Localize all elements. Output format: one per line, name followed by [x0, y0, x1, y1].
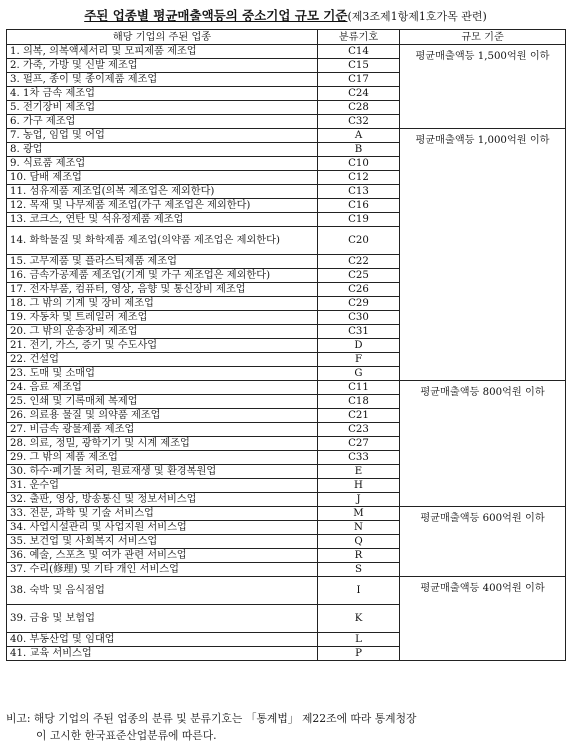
industry-name: 3. 펄프, 종이 및 종이제품 제조업 [7, 73, 318, 87]
industry-name: 25. 인쇄 및 기록매체 복제업 [7, 395, 318, 409]
industry-code: C12 [318, 171, 400, 185]
industry-name: 19. 자동차 및 트레일러 제조업 [7, 311, 318, 325]
industry-name: 32. 출판, 영상, 방송통신 및 정보서비스업 [7, 493, 318, 507]
industry-code: E [318, 465, 400, 479]
industry-code: C14 [318, 45, 400, 59]
industry-code: C28 [318, 101, 400, 115]
footnote [6, 710, 566, 744]
industry-name: 27. 비금속 광물제품 제조업 [7, 423, 318, 437]
industry-name: 16. 금속가공제품 제조업(기계 및 가구 제조업은 제외한다) [7, 269, 318, 283]
table-row [7, 381, 566, 395]
industry-code: S [318, 563, 400, 577]
header-criterion: 규모 기준 [400, 30, 566, 45]
industry-code: H [318, 479, 400, 493]
industry-name: 2. 가죽, 가방 및 신발 제조업 [7, 59, 318, 73]
industry-name: 13. 코크스, 연탄 및 석유정제품 제조업 [7, 213, 318, 227]
industry-name: 34. 사업시설관리 및 사업지원 서비스업 [7, 521, 318, 535]
industry-name: 23. 도매 및 소매업 [7, 367, 318, 381]
table-row [7, 577, 566, 605]
industry-name: 8. 광업 [7, 143, 318, 157]
industry-code: R [318, 549, 400, 563]
industry-name: 1. 의복, 의복액세서리 및 모피제품 제조업 [7, 45, 318, 59]
industry-code: A [318, 129, 400, 143]
industry-name: 20. 그 밖의 운송장비 제조업 [7, 325, 318, 339]
industry-code: C30 [318, 311, 400, 325]
industry-name: 14. 화학물질 및 화학제품 제조업(의약품 제조업은 제외한다) [7, 227, 318, 255]
footnote-line-1: 비고: 해당 기업의 주된 업종의 분류 및 분류기호는 「통계법」 제22조에 따라 통계청장 [6, 712, 417, 725]
industry-name: 37. 수리(修理) 및 기타 개인 서비스업 [7, 563, 318, 577]
industry-name: 36. 예술, 스포츠 및 여가 관련 서비스업 [7, 549, 318, 563]
industry-code: C18 [318, 395, 400, 409]
size-criterion: 평균매출액등 1,000억원 이하 [400, 129, 566, 381]
industry-code: C20 [318, 227, 400, 255]
industry-name: 33. 전문, 과학 및 기술 서비스업 [7, 507, 318, 521]
industry-name: 41. 교육 서비스업 [7, 647, 318, 661]
industry-code: G [318, 367, 400, 381]
size-criterion: 평균매출액등 1,500억원 이하 [400, 45, 566, 129]
industry-name: 17. 전자부품, 컴퓨터, 영상, 음향 및 통신장비 제조업 [7, 283, 318, 297]
industry-name: 21. 전기, 가스, 증기 및 수도사업 [7, 339, 318, 353]
industry-name: 28. 의료, 정밀, 광학기기 및 시계 제조업 [7, 437, 318, 451]
industry-name: 35. 보건업 및 사회복지 서비스업 [7, 535, 318, 549]
industry-code: C26 [318, 283, 400, 297]
table-header-row [7, 30, 566, 45]
title-main: 주된 업종별 평균매출액등의 중소기업 규모 기준 [84, 8, 348, 23]
industry-code: C29 [318, 297, 400, 311]
industry-code: P [318, 647, 400, 661]
industry-code: C10 [318, 157, 400, 171]
industry-code: C11 [318, 381, 400, 395]
industry-code: B [318, 143, 400, 157]
industry-code: Q [318, 535, 400, 549]
industry-code: N [318, 521, 400, 535]
header-industry: 해당 기업의 주된 업종 [7, 30, 318, 45]
title-sub: (제3조제1항제1호가목 관련) [347, 10, 487, 23]
industry-code: C25 [318, 269, 400, 283]
industry-code: F [318, 353, 400, 367]
industry-name: 24. 음료 제조업 [7, 381, 318, 395]
table-body [7, 45, 566, 661]
size-criterion: 평균매출액등 600억원 이하 [400, 507, 566, 577]
industry-name: 18. 그 밖의 기계 및 장비 제조업 [7, 297, 318, 311]
industry-code: C27 [318, 437, 400, 451]
industry-name: 40. 부동산업 및 임대업 [7, 633, 318, 647]
industry-code: C19 [318, 213, 400, 227]
industry-code: M [318, 507, 400, 521]
size-criteria-table [6, 29, 566, 661]
industry-code: K [318, 605, 400, 633]
industry-name: 12. 목재 및 나무제품 제조업(가구 제조업은 제외한다) [7, 199, 318, 213]
industry-name: 11. 섬유제품 제조업(의복 제조업은 제외한다) [7, 185, 318, 199]
industry-name: 7. 농업, 임업 및 어업 [7, 129, 318, 143]
industry-code: C31 [318, 325, 400, 339]
industry-name: 15. 고무제품 및 플라스틱제품 제조업 [7, 255, 318, 269]
size-criterion: 평균매출액등 800억원 이하 [400, 381, 566, 507]
table-row [7, 507, 566, 521]
industry-name: 9. 식료품 제조업 [7, 157, 318, 171]
industry-name: 10. 담배 제조업 [7, 171, 318, 185]
industry-code: C15 [318, 59, 400, 73]
industry-name: 5. 전기장비 제조업 [7, 101, 318, 115]
industry-name: 26. 의료용 물질 및 의약품 제조업 [7, 409, 318, 423]
table-row [7, 45, 566, 59]
size-criterion: 평균매출액등 400억원 이하 [400, 577, 566, 661]
industry-name: 22. 건설업 [7, 353, 318, 367]
industry-code: C24 [318, 87, 400, 101]
industry-code: C33 [318, 451, 400, 465]
industry-code: C21 [318, 409, 400, 423]
industry-name: 31. 운수업 [7, 479, 318, 493]
industry-name: 39. 금융 및 보험업 [7, 605, 318, 633]
header-code: 분류기호 [318, 30, 400, 45]
industry-code: C16 [318, 199, 400, 213]
industry-code: C13 [318, 185, 400, 199]
table-row [7, 129, 566, 143]
footnote-line-2: 이 고시한 한국표준산업분류에 따른다. [36, 729, 217, 742]
document-title [0, 6, 571, 24]
industry-name: 4. 1차 금속 제조업 [7, 87, 318, 101]
industry-code: I [318, 577, 400, 605]
industry-name: 6. 가구 제조업 [7, 115, 318, 129]
industry-code: J [318, 493, 400, 507]
industry-code: L [318, 633, 400, 647]
industry-name: 29. 그 밖의 제품 제조업 [7, 451, 318, 465]
industry-code: C17 [318, 73, 400, 87]
industry-name: 38. 숙박 및 음식점업 [7, 577, 318, 605]
industry-code: D [318, 339, 400, 353]
industry-code: C23 [318, 423, 400, 437]
industry-name: 30. 하수·폐기물 처리, 원료재생 및 환경복원업 [7, 465, 318, 479]
industry-code: C22 [318, 255, 400, 269]
industry-code: C32 [318, 115, 400, 129]
